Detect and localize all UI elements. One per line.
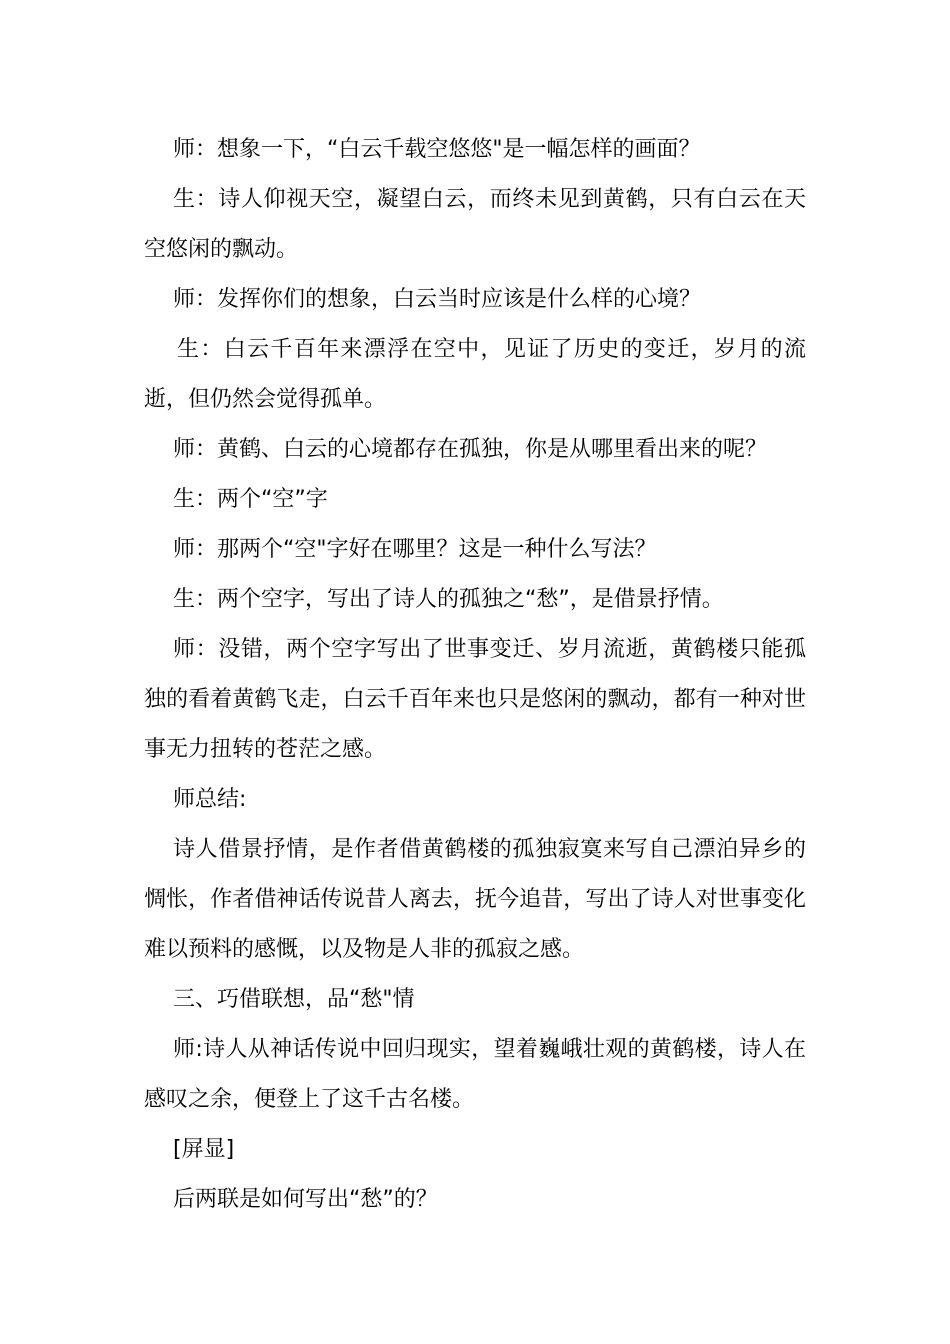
paragraph-teacher-question-4: 师：那两个“空"字好在哪里？这是一种什么写法？ xyxy=(173,537,657,562)
paragraph-teacher-question-1: 师：想象一下，“白云千载空悠悠"是一幅怎样的画面？ xyxy=(173,137,701,162)
section-heading-3: 三、巧借联想，品“愁"情 xyxy=(173,987,415,1012)
paragraph-teacher-question-3: 师：黄鹤、白云的心境都存在孤独，你是从哪里看出来的呢？ xyxy=(173,437,768,462)
paragraph-teacher-intro: 师:诗人从神话传说中回归现实，望着巍峨壮观的黄鹤楼，诗人在感叹之余，便登上了这千古名楼。 xyxy=(144,1037,806,1112)
paragraph-teacher-question-2: 师：发挥你们的想象，白云当时应该是什么样的心境？ xyxy=(173,287,702,312)
paragraph-student-answer-3: 生：两个“空”字 xyxy=(173,487,328,512)
document-body xyxy=(144,125,806,1225)
paragraph-summary-heading: 师总结: xyxy=(173,787,247,812)
paragraph-summary-body: 诗人借景抒情，是作者借黄鹤楼的孤独寂寞来写自己漂泊异乡的惆怅，作者借神话传说昔人离去，抚今追昔，写出了诗人对世事变化难以预料的感慨，以及物是人非的孤寂之感。 xyxy=(144,837,806,962)
paragraph-teacher-explanation: 师：没错，两个空字写出了世事变迁、岁月流逝，黄鹤楼只能孤独的看着黄鹤飞走，白云千百年来也只是悠闲的飘动，都有一种对世事无力扭转的苍茫之感。 xyxy=(144,637,806,762)
paragraph-screen-display: [屏显] xyxy=(173,1137,235,1162)
paragraph-student-answer-4: 生：两个空字，写出了诗人的孤独之“愁”，是借景抒情。 xyxy=(173,587,724,612)
paragraph-student-answer-1: 生：诗人仰视天空，凝望白云，而终未见到黄鹤，只有白云在天空悠闲的飘动。 xyxy=(144,187,806,262)
paragraph-student-answer-2: 生：白云千百年来漂浮在空中，见证了历史的变迁，岁月的流逝，但仍然会觉得孤单。 xyxy=(144,337,806,412)
paragraph-final-question: 后两联是如何写出“愁”的？ xyxy=(173,1187,438,1212)
